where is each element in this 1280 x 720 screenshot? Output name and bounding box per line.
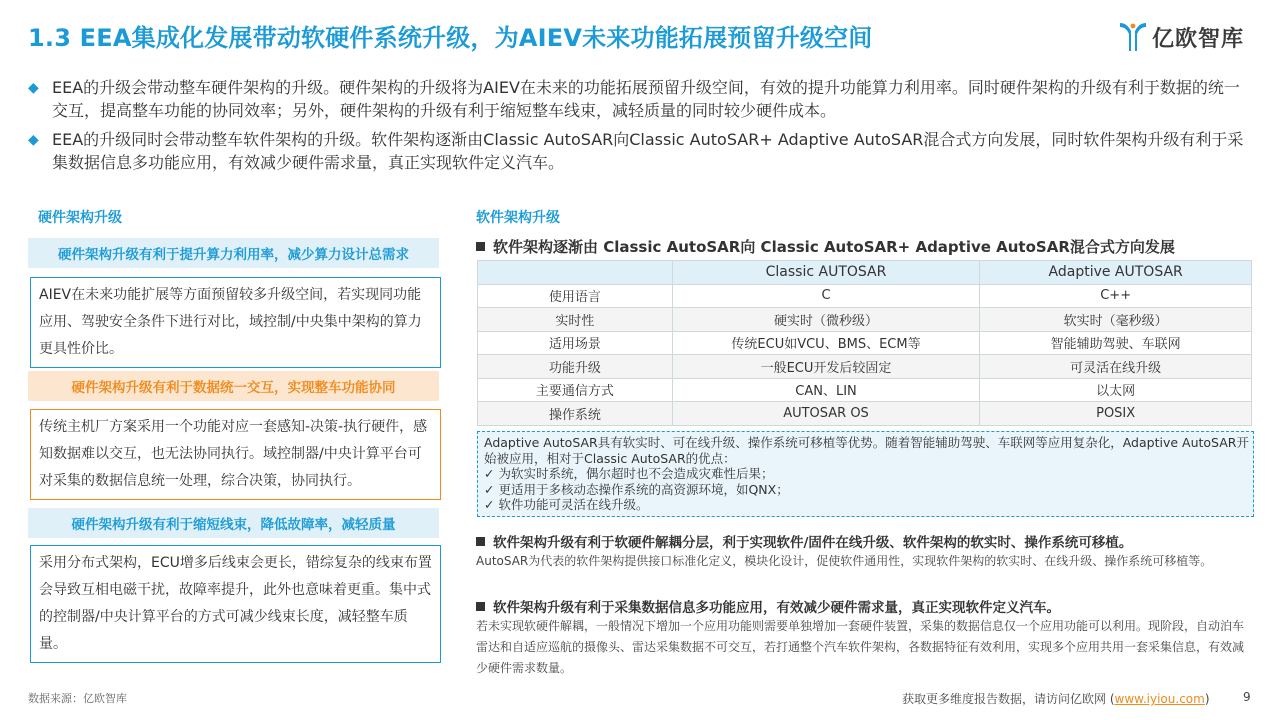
- table-cell: 实时性: [478, 308, 673, 332]
- table-cell: 硬实时（微秒级）: [672, 308, 980, 332]
- note-intro: Adaptive AutoSAR具有软实时、可在线升级、操作系统可移植等优势。随着智能辅助驾驶、车联网等应用复杂化，Adaptive AutoSAR开始被应用，相对于Classic AutoSAR的优点：: [484, 435, 1249, 466]
- square-bullet-icon: [476, 242, 485, 251]
- brand-logo: [1118, 20, 1244, 54]
- yiou-logo-icon: [1118, 20, 1148, 54]
- table-header-row: [478, 261, 1252, 285]
- intro-bullet: [28, 76, 1253, 122]
- table-row: [478, 284, 1252, 308]
- page-title: 1.3 EEA集成化发展带动软硬件系统升级，为AIEV未来功能拓展预留升级空间: [28, 24, 873, 52]
- table-cell: 以太网: [980, 378, 1252, 402]
- square-bullet-icon: [476, 602, 485, 611]
- hardware-block-heading: 硬件架构升级有利于数据统一交互，实现整车功能协同: [28, 371, 439, 401]
- table-cell: 操作系统: [478, 402, 673, 426]
- data-source: 数据来源：亿欧智库: [28, 692, 127, 705]
- table-cell: 适用场景: [478, 331, 673, 355]
- intro-bullet-text: EEA的升级会带动整车硬件架构的升级。硬件架构的升级将为AIEV在未来的功能拓展预留升级空间，有效的提升功能算力利用率。同时硬件架构的升级有利于数据的统一交互，提高整车功能的协同效率；另外，硬件架构的升级有利于缩短整车线束，减轻质量的同时较少硬件成本。: [52, 78, 1240, 120]
- note-point: ✓ 更适用于多核动态操作系统的高资源环境，如QNX；: [484, 481, 789, 497]
- page-number: 9: [1243, 690, 1251, 704]
- software-point-heading-text: 软件架构升级有利于软硬件解耦分层，利于实现软件/固件在线升级、软件架构的软实时、操作系统可移植。: [493, 535, 1133, 551]
- footer-more-suffix: ): [1204, 692, 1210, 706]
- table-cell: 功能升级: [478, 355, 673, 379]
- table-cell: C++: [980, 284, 1252, 308]
- adaptive-autosar-note: [477, 431, 1254, 517]
- footer-more-info: [902, 690, 1210, 707]
- intro-bullet: [28, 128, 1253, 174]
- table-cell: 智能辅助驾驶、车联网: [980, 331, 1252, 355]
- software-point-heading-text: 软件架构升级有利于采集数据信息多功能应用，有效减少硬件需求量，真正实现软件定义汽车。: [493, 600, 1060, 616]
- note-point: ✓ 为软实时系统，偶尔超时也不会造成灾难性后果；: [484, 466, 774, 481]
- software-subtitle-text: 软件架构逐渐由 Classic AutoSAR向 Classic AutoSAR+ Adaptive AutoSAR混合式方向发展: [493, 238, 1175, 256]
- table-cell: 使用语言: [478, 284, 673, 308]
- hardware-block-body: AIEV在未来功能扩展等方面预留较多升级空间，若实现同功能应用、驾驶安全条件下进行对比，域控制/中央集中架构的算力更具性价比。: [30, 277, 441, 368]
- table-cell: C: [672, 284, 980, 308]
- diamond-bullet-icon: ◆: [28, 80, 39, 96]
- software-subtitle: [476, 236, 1175, 257]
- intro-bullet-text: EEA的升级同时会带动整车软件架构的升级。软件架构逐渐由Classic AutoSAR向Classic AutoSAR+ Adaptive AutoSAR混合式方向发展，同时软件架构升级有利于采集数据信息多功能应用，有效减少硬件需求量，真正实现软件定义汽车。: [52, 130, 1244, 172]
- table-cell: 主要通信方式: [478, 378, 673, 402]
- software-point-heading: [476, 531, 1132, 551]
- table-row: [478, 355, 1252, 379]
- software-point-body: AutoSAR为代表的软件架构提供接口标准化定义，模块化设计，促使软件通用性，实现软件架构的软实时、在线升级、操作系统可移植等。: [476, 554, 1213, 568]
- logo-text: 亿欧智库: [1152, 26, 1245, 52]
- table-row: [478, 402, 1252, 426]
- website-link[interactable]: www.iyiou.com: [1114, 692, 1205, 706]
- note-point: ✓ 软件功能可灵活在线升级。: [484, 497, 649, 512]
- hardware-block-body: 采用分布式架构，ECU增多后线束会更长，错综复杂的线束布置会导致互相电磁干扰，故障率提升，此外也意味着更重。集中式的控制器/中央计算平台的方式可减少线束长度，减轻整车质量。: [30, 545, 441, 663]
- hardware-block-body: 传统主机厂方案采用一个功能对应一套感知-决策-执行硬件，感知数据难以交互，也无法协同执行。域控制器/中央计算平台可对采集的数据信息统一处理，综合决策，协同执行。: [30, 409, 441, 500]
- hardware-block-heading: 硬件架构升级有利于提升算力利用率，减少算力设计总需求: [28, 238, 439, 268]
- diamond-bullet-icon: ◆: [28, 132, 39, 148]
- table-row: [478, 378, 1252, 402]
- table-row: [478, 308, 1252, 332]
- table-cell: 可灵活在线升级: [980, 355, 1252, 379]
- software-point-heading: [476, 596, 1060, 616]
- hardware-section-title: 硬件架构升级: [38, 210, 122, 226]
- table-cell: POSIX: [980, 402, 1252, 426]
- table-cell: 软实时（毫秒级）: [980, 308, 1252, 332]
- table-header-cell: Adaptive AUTOSAR: [980, 261, 1252, 285]
- intro-bullets: [28, 76, 1253, 180]
- table-header-cell: [478, 261, 673, 285]
- table-cell: CAN、LIN: [672, 378, 980, 402]
- table-row: [478, 331, 1252, 355]
- table-cell: 一般ECU开发后较固定: [672, 355, 980, 379]
- software-section-title: 软件架构升级: [476, 210, 560, 226]
- footer-more-prefix: 获取更多维度报告数据，请访问亿欧网 (: [902, 692, 1115, 706]
- autosar-comparison-table: [477, 260, 1252, 426]
- table-header-cell: Classic AUTOSAR: [672, 261, 980, 285]
- square-bullet-icon: [476, 537, 485, 546]
- table-cell: AUTOSAR OS: [672, 402, 980, 426]
- table-cell: 传统ECU如VCU、BMS、ECM等: [672, 331, 980, 355]
- software-point-body: 若未实现软硬件解耦，一般情况下增加一个应用功能则需要单独增加一套硬件装置，采集的数据信息仅一个应用功能可以利用。现阶段，自动泊车雷达和自适应巡航的摄像头、雷达采集数据不可交互，若打通整个汽车软件架构，各数据特征有效利用，实现多个应用共用一套采集信息，有效减少硬件需求数量。: [476, 619, 1245, 675]
- hardware-block-heading: 硬件架构升级有利于缩短线束，降低故障率，减轻质量: [28, 508, 439, 538]
